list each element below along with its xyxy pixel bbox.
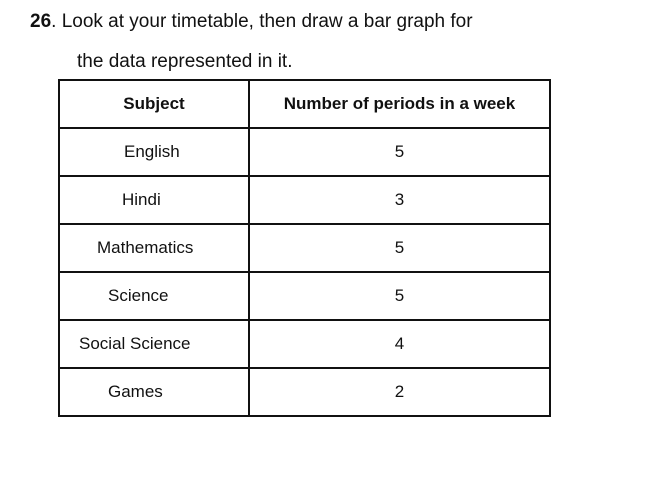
header-subject: Subject: [59, 80, 249, 128]
table-row: [59, 176, 550, 224]
question: [30, 2, 473, 82]
table-row: [59, 320, 550, 368]
subject-cell: English: [59, 128, 249, 176]
subject-cell: Games: [59, 368, 249, 416]
subject-cell: Mathematics: [59, 224, 249, 272]
table-row: [59, 224, 550, 272]
subject-cell: Social Science: [59, 320, 249, 368]
periods-cell: 3: [249, 176, 550, 224]
question-number: 26: [30, 11, 52, 32]
question-line-1: 26. Look at your timetable, then draw a bar graph for: [30, 11, 473, 32]
subject-cell: Hindi: [59, 176, 249, 224]
periods-cell: 5: [249, 224, 550, 272]
periods-cell: 4: [249, 320, 550, 368]
table-row: [59, 368, 550, 416]
periods-cell: 5: [249, 128, 550, 176]
table-row: [59, 272, 550, 320]
header-periods: Number of periods in a week: [249, 80, 550, 128]
periods-cell: 2: [249, 368, 550, 416]
periods-cell: 5: [249, 272, 550, 320]
header-row: [59, 80, 550, 128]
question-text-1: Look at your timetable, then draw a bar graph for: [61, 11, 473, 32]
timetable-table: [58, 79, 551, 417]
table-row: [59, 128, 550, 176]
question-line-2: the data represented in it.: [77, 51, 293, 72]
subject-cell: Science: [59, 272, 249, 320]
